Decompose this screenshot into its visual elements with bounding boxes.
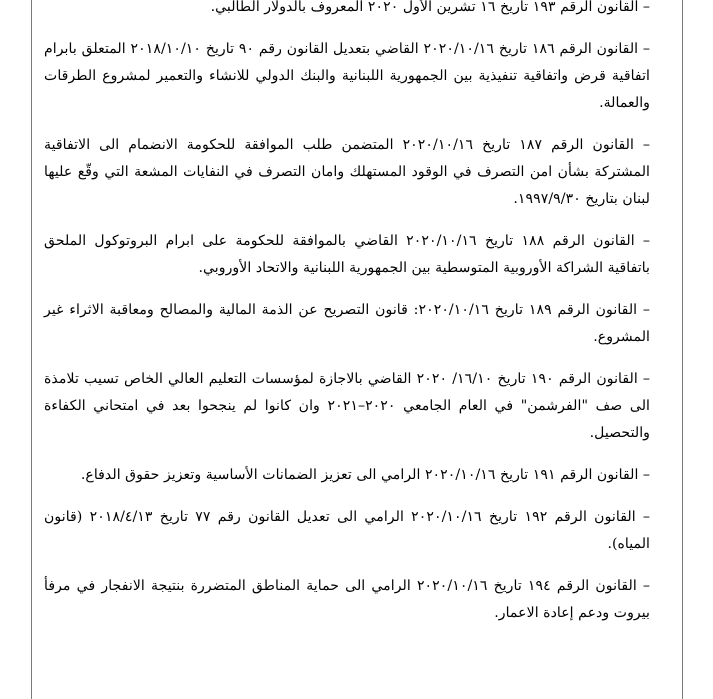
law-item-191: – القانون الرقم ١٩١ تاريخ ٢٠٢٠/١٠/١٦ الرامي الى تعزيز الضمانات الأساسية وتعزيز حقوق الدفاع. <box>80 467 650 483</box>
law-list <box>44 0 650 627</box>
law-item-193: – القانون الرقم ١٩٣ تاريخ ١٦ تشرين الأول ٢٠٢٠ المعروف بالدولار الطالبي. <box>210 0 650 15</box>
law-item-189: – القانون الرقم ١٨٩ تاريخ ٢٠٢٠/١٠/١٦: قانون التصريح عن الذمة المالية والمصالح ومعاقبة الاثراء غير المشروع. <box>44 302 650 345</box>
page-border-right <box>682 0 683 699</box>
law-item-192: – القانون الرقم ١٩٢ تاريخ ٢٠٢٠/١٠/١٦ الرامي الى تعديل القانون رقم ٧٧ تاريخ ٢٠١٨/٤/١٣ (قانون المياه). <box>44 509 650 552</box>
law-item-190: – القانون الرقم ١٩٠ تاريخ ١٦/١٠/ ٢٠٢٠ القاضي بالاجازة لمؤسسات التعليم العالي الخاص تسيب تلامذة الى صف "الفرشمن" في العام الجامعي ٢٠٢٠–٢٠٢١ وان كانوا لم ينجحوا بعد في امتحاني الكفاءة والتحصيل. <box>44 371 651 441</box>
law-item-194: – القانون الرقم ١٩٤ تاريخ ٢٠٢٠/١٠/١٦ الرامي الى حماية المناطق المتضررة بنتيجة الانفجار في مرفأ بيروت ودعم إعادة الاعمار. <box>44 578 650 621</box>
law-item-187: – القانون الرقم ١٨٧ تاريخ ٢٠٢٠/١٠/١٦ المتضمن طلب الموافقة للحكومة الانضمام الى الاتفاقية المشتركة بشأن امن التصرف في الوقود المستهلك وامان التصرف في النفايات المشعة التي وقّع عليها لبنان بتاريخ ١٩٩٧/٩/٣٠. <box>44 137 650 207</box>
law-item-186: – القانون الرقم ١٨٦ تاريخ ٢٠٢٠/١٠/١٦ القاضي بتعديل القانون رقم ٩٠ تاريخ ٢٠١٨/١٠/١٠ المتعلق بابرام اتفاقية قرض واتفاقية تنفيذية بين الجمهورية اللبنانية والبنك الدولي للانشاء والتعمير لمشروع الطرقات والعمالة. <box>44 41 651 111</box>
page-border-left <box>31 0 32 699</box>
law-item-188: – القانون الرقم ١٨٨ تاريخ ٢٠٢٠/١٠/١٦ القاضي بالموافقة للحكومة على ابرام البروتوكول الملحق باتفاقية الشراكة الأوروبية المتوسطية بين الجمهورية اللبنانية والاتحاد الأوروبي. <box>44 233 650 276</box>
